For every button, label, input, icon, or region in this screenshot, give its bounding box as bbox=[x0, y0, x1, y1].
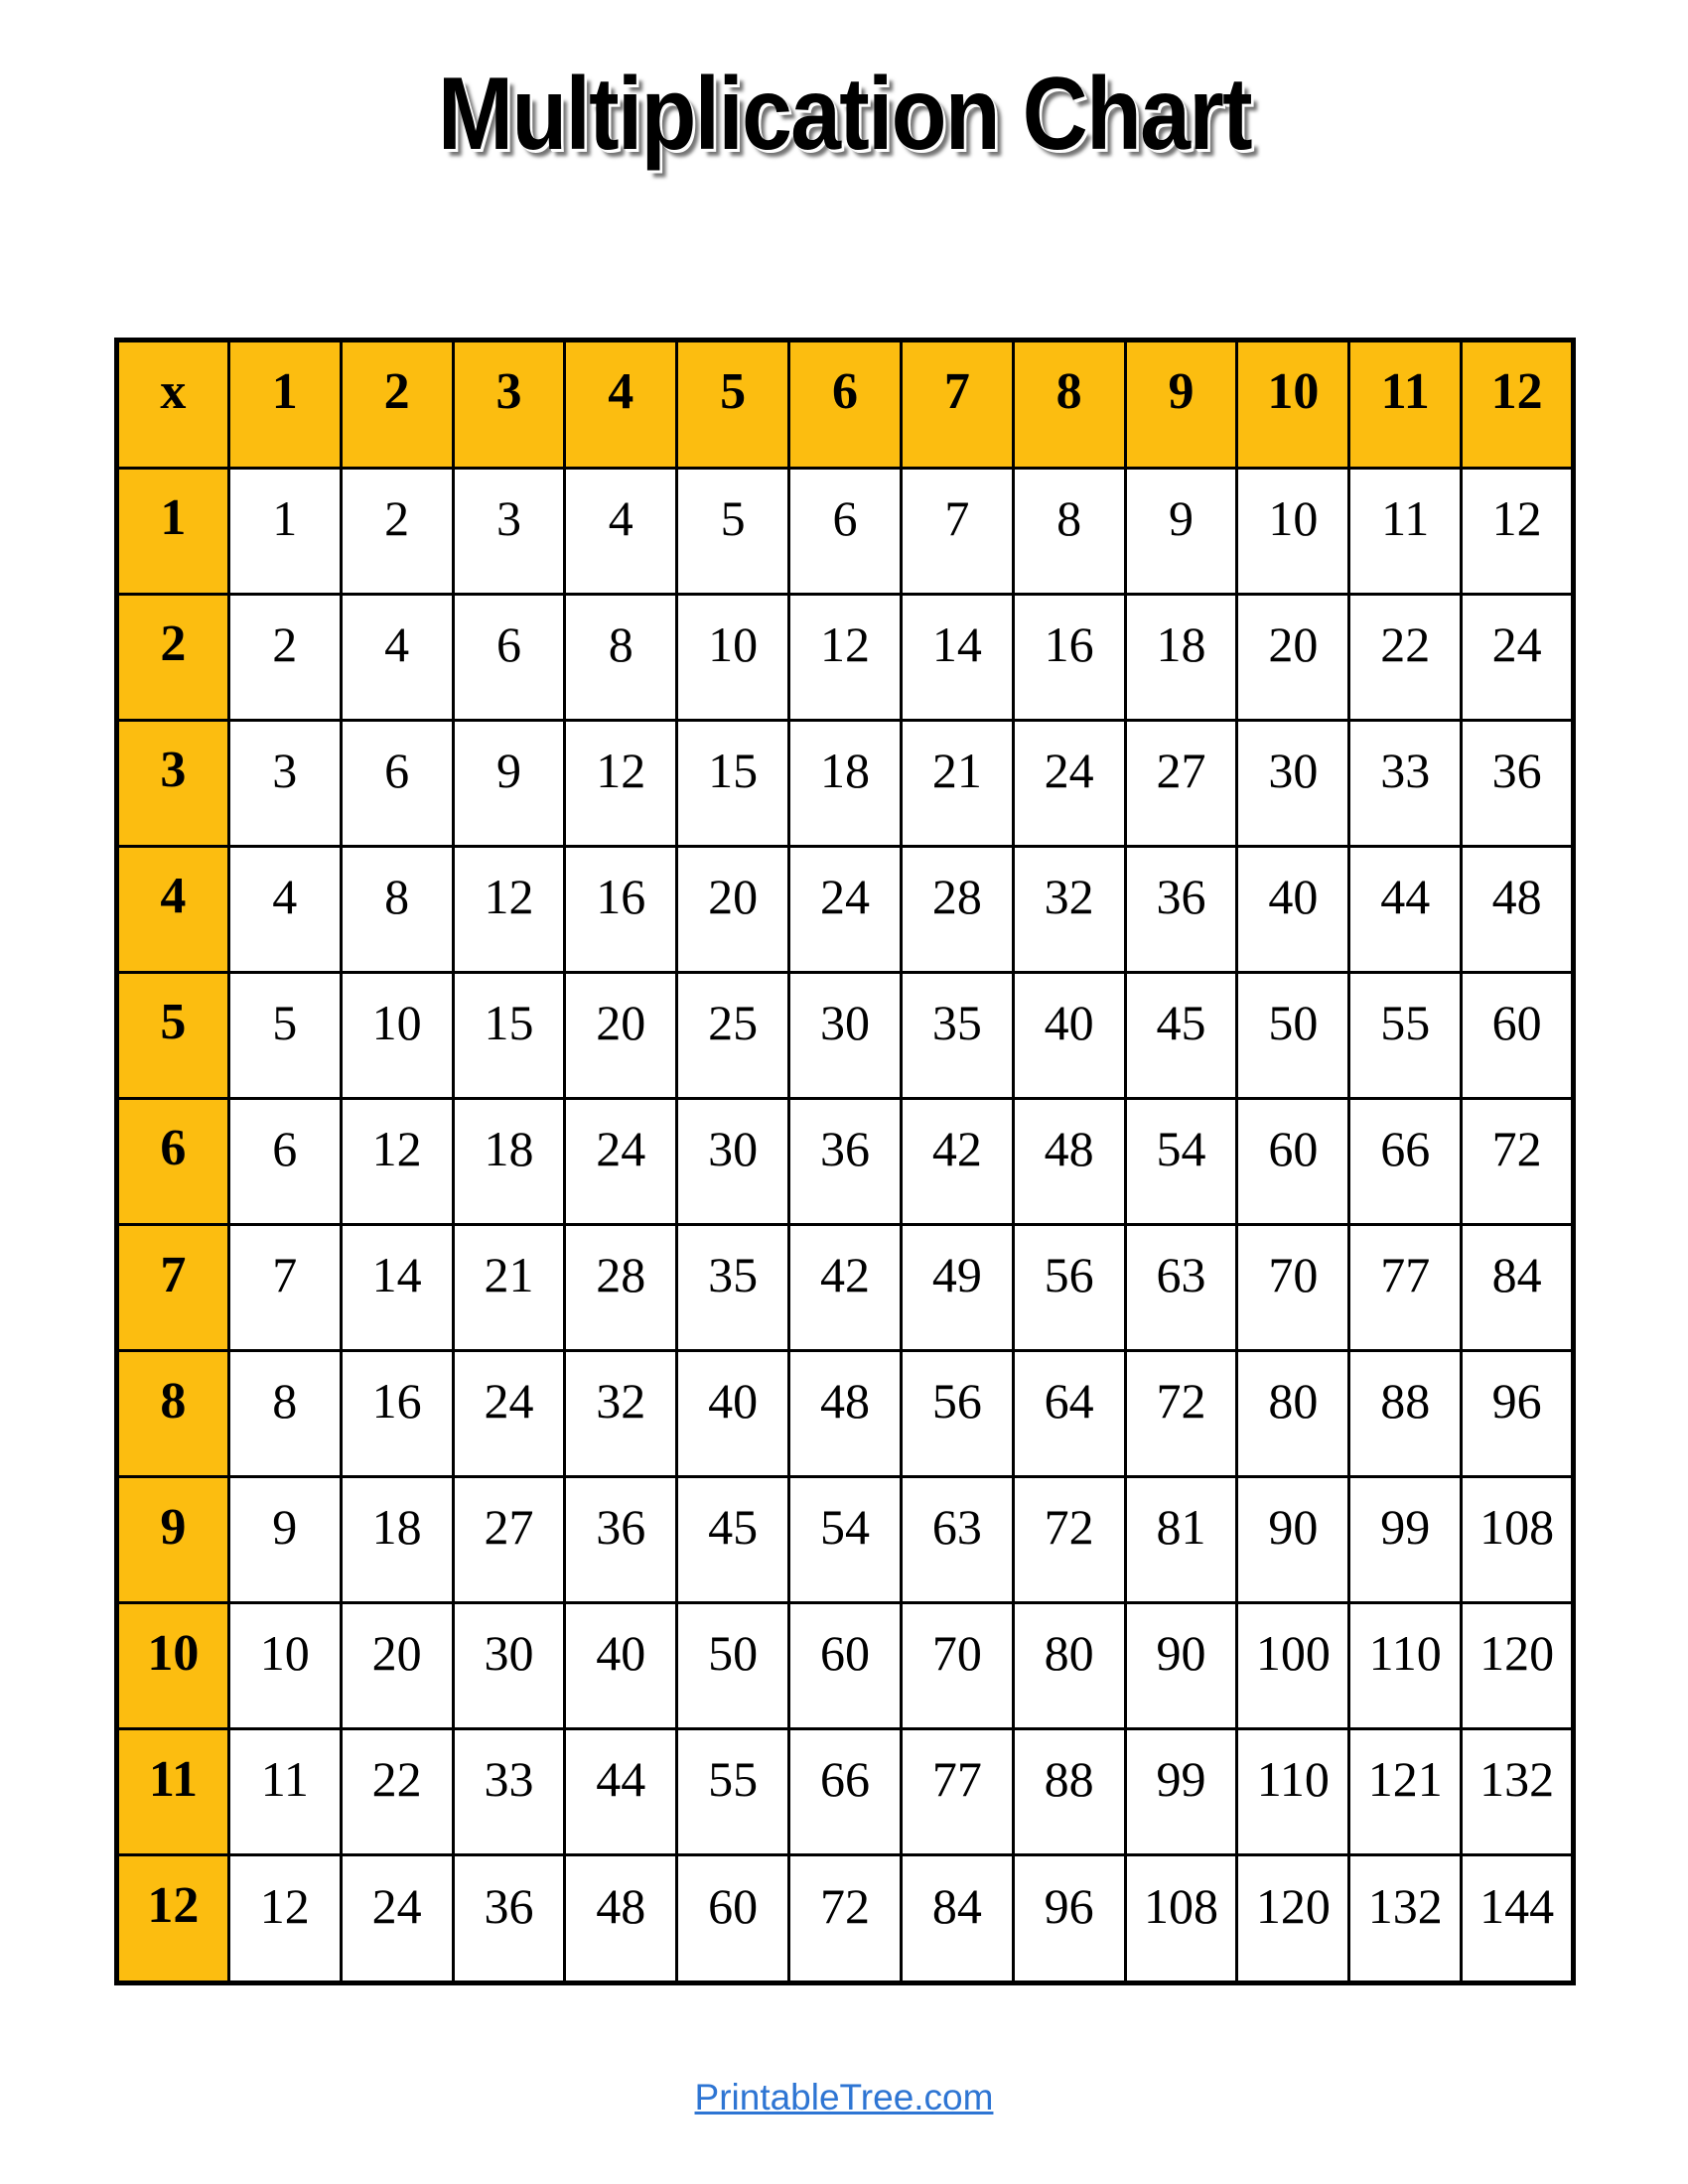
product-cell: 40 bbox=[1237, 846, 1349, 972]
table-row bbox=[117, 468, 1574, 594]
product-cell: 4 bbox=[228, 846, 341, 972]
table-row bbox=[117, 846, 1574, 972]
product-cell: 50 bbox=[1237, 972, 1349, 1098]
product-cell: 63 bbox=[1125, 1224, 1237, 1350]
footer-site-link[interactable]: PrintableTree.com bbox=[694, 2077, 994, 2117]
product-cell: 30 bbox=[677, 1098, 789, 1224]
column-header-cell: 6 bbox=[789, 341, 902, 469]
product-cell: 108 bbox=[1125, 1855, 1237, 1983]
product-cell: 11 bbox=[1349, 468, 1462, 594]
multiplication-table bbox=[114, 338, 1576, 1985]
product-cell: 20 bbox=[677, 846, 789, 972]
product-cell: 24 bbox=[453, 1351, 565, 1477]
product-cell: 132 bbox=[1349, 1855, 1462, 1983]
product-cell: 72 bbox=[789, 1855, 902, 1983]
product-cell: 6 bbox=[789, 468, 902, 594]
product-cell: 55 bbox=[677, 1729, 789, 1855]
row-header-cell: 3 bbox=[117, 720, 229, 846]
table-row bbox=[117, 1729, 1574, 1855]
column-header-cell: 9 bbox=[1125, 341, 1237, 469]
product-cell: 8 bbox=[341, 846, 453, 972]
product-cell: 96 bbox=[1013, 1855, 1125, 1983]
product-cell: 54 bbox=[1125, 1098, 1237, 1224]
product-cell: 42 bbox=[901, 1098, 1013, 1224]
table-row bbox=[117, 1855, 1574, 1983]
product-cell: 96 bbox=[1462, 1351, 1574, 1477]
product-cell: 99 bbox=[1349, 1477, 1462, 1603]
product-cell: 120 bbox=[1462, 1603, 1574, 1729]
product-cell: 36 bbox=[1462, 720, 1574, 846]
product-cell: 10 bbox=[677, 594, 789, 720]
product-cell: 4 bbox=[341, 594, 453, 720]
product-cell: 18 bbox=[341, 1477, 453, 1603]
product-cell: 35 bbox=[677, 1224, 789, 1350]
product-cell: 110 bbox=[1237, 1729, 1349, 1855]
product-cell: 48 bbox=[1462, 846, 1574, 972]
product-cell: 66 bbox=[789, 1729, 902, 1855]
footer bbox=[0, 2077, 1688, 2118]
product-cell: 48 bbox=[1013, 1098, 1125, 1224]
product-cell: 28 bbox=[901, 846, 1013, 972]
product-cell: 6 bbox=[341, 720, 453, 846]
product-cell: 14 bbox=[901, 594, 1013, 720]
product-cell: 80 bbox=[1013, 1603, 1125, 1729]
column-header-cell: 2 bbox=[341, 341, 453, 469]
product-cell: 56 bbox=[901, 1351, 1013, 1477]
product-cell: 48 bbox=[789, 1351, 902, 1477]
product-cell: 88 bbox=[1013, 1729, 1125, 1855]
product-cell: 120 bbox=[1237, 1855, 1349, 1983]
product-cell: 10 bbox=[341, 972, 453, 1098]
product-cell: 2 bbox=[228, 594, 341, 720]
product-cell: 24 bbox=[789, 846, 902, 972]
product-cell: 27 bbox=[453, 1477, 565, 1603]
product-cell: 80 bbox=[1237, 1351, 1349, 1477]
product-cell: 63 bbox=[901, 1477, 1013, 1603]
column-header-cell: 11 bbox=[1349, 341, 1462, 469]
product-cell: 60 bbox=[1237, 1098, 1349, 1224]
product-cell: 7 bbox=[901, 468, 1013, 594]
product-cell: 90 bbox=[1237, 1477, 1349, 1603]
product-cell: 42 bbox=[789, 1224, 902, 1350]
product-cell: 14 bbox=[341, 1224, 453, 1350]
product-cell: 60 bbox=[677, 1855, 789, 1983]
product-cell: 50 bbox=[677, 1603, 789, 1729]
table-header-row bbox=[117, 341, 1574, 469]
page-title: Multiplication Chart bbox=[437, 57, 1251, 172]
product-cell: 132 bbox=[1462, 1729, 1574, 1855]
product-cell: 100 bbox=[1237, 1603, 1349, 1729]
column-header-cell: 4 bbox=[565, 341, 677, 469]
product-cell: 15 bbox=[677, 720, 789, 846]
product-cell: 12 bbox=[341, 1098, 453, 1224]
row-header-cell: 10 bbox=[117, 1603, 229, 1729]
product-cell: 40 bbox=[677, 1351, 789, 1477]
product-cell: 20 bbox=[341, 1603, 453, 1729]
product-cell: 20 bbox=[1237, 594, 1349, 720]
product-cell: 28 bbox=[565, 1224, 677, 1350]
product-cell: 72 bbox=[1013, 1477, 1125, 1603]
product-cell: 12 bbox=[453, 846, 565, 972]
product-cell: 2 bbox=[341, 468, 453, 594]
row-header-cell: 12 bbox=[117, 1855, 229, 1983]
product-cell: 12 bbox=[789, 594, 902, 720]
column-header-cell: 3 bbox=[453, 341, 565, 469]
row-header-cell: 1 bbox=[117, 468, 229, 594]
product-cell: 77 bbox=[901, 1729, 1013, 1855]
product-cell: 55 bbox=[1349, 972, 1462, 1098]
product-cell: 16 bbox=[341, 1351, 453, 1477]
product-cell: 36 bbox=[565, 1477, 677, 1603]
product-cell: 11 bbox=[228, 1729, 341, 1855]
column-header-cell: 12 bbox=[1462, 341, 1574, 469]
product-cell: 60 bbox=[1462, 972, 1574, 1098]
product-cell: 56 bbox=[1013, 1224, 1125, 1350]
product-cell: 6 bbox=[228, 1098, 341, 1224]
product-cell: 36 bbox=[789, 1098, 902, 1224]
product-cell: 22 bbox=[1349, 594, 1462, 720]
table-row bbox=[117, 1098, 1574, 1224]
product-cell: 60 bbox=[789, 1603, 902, 1729]
product-cell: 64 bbox=[1013, 1351, 1125, 1477]
row-header-cell: 11 bbox=[117, 1729, 229, 1855]
product-cell: 48 bbox=[565, 1855, 677, 1983]
product-cell: 21 bbox=[453, 1224, 565, 1350]
column-header-cell: 1 bbox=[228, 341, 341, 469]
product-cell: 9 bbox=[1125, 468, 1237, 594]
title-area bbox=[0, 58, 1688, 171]
product-cell: 44 bbox=[1349, 846, 1462, 972]
product-cell: 108 bbox=[1462, 1477, 1574, 1603]
column-header-cell: 7 bbox=[901, 341, 1013, 469]
product-cell: 70 bbox=[901, 1603, 1013, 1729]
product-cell: 18 bbox=[1125, 594, 1237, 720]
product-cell: 10 bbox=[228, 1603, 341, 1729]
product-cell: 84 bbox=[1462, 1224, 1574, 1350]
product-cell: 30 bbox=[789, 972, 902, 1098]
product-cell: 40 bbox=[1013, 972, 1125, 1098]
product-cell: 40 bbox=[565, 1603, 677, 1729]
product-cell: 72 bbox=[1462, 1098, 1574, 1224]
row-header-cell: 6 bbox=[117, 1098, 229, 1224]
product-cell: 84 bbox=[901, 1855, 1013, 1983]
product-cell: 35 bbox=[901, 972, 1013, 1098]
product-cell: 45 bbox=[1125, 972, 1237, 1098]
product-cell: 25 bbox=[677, 972, 789, 1098]
row-header-cell: 8 bbox=[117, 1351, 229, 1477]
product-cell: 22 bbox=[341, 1729, 453, 1855]
product-cell: 10 bbox=[1237, 468, 1349, 594]
product-cell: 20 bbox=[565, 972, 677, 1098]
row-header-cell: 9 bbox=[117, 1477, 229, 1603]
product-cell: 1 bbox=[228, 468, 341, 594]
product-cell: 81 bbox=[1125, 1477, 1237, 1603]
product-cell: 8 bbox=[1013, 468, 1125, 594]
product-cell: 7 bbox=[228, 1224, 341, 1350]
product-cell: 45 bbox=[677, 1477, 789, 1603]
product-cell: 24 bbox=[565, 1098, 677, 1224]
table-row bbox=[117, 720, 1574, 846]
product-cell: 32 bbox=[1013, 846, 1125, 972]
corner-cell: x bbox=[117, 341, 229, 469]
product-cell: 99 bbox=[1125, 1729, 1237, 1855]
product-cell: 121 bbox=[1349, 1729, 1462, 1855]
product-cell: 36 bbox=[1125, 846, 1237, 972]
table-row bbox=[117, 1477, 1574, 1603]
row-header-cell: 2 bbox=[117, 594, 229, 720]
product-cell: 21 bbox=[901, 720, 1013, 846]
product-cell: 8 bbox=[565, 594, 677, 720]
product-cell: 90 bbox=[1125, 1603, 1237, 1729]
product-cell: 16 bbox=[1013, 594, 1125, 720]
product-cell: 70 bbox=[1237, 1224, 1349, 1350]
product-cell: 33 bbox=[1349, 720, 1462, 846]
product-cell: 9 bbox=[228, 1477, 341, 1603]
product-cell: 15 bbox=[453, 972, 565, 1098]
product-cell: 27 bbox=[1125, 720, 1237, 846]
product-cell: 12 bbox=[228, 1855, 341, 1983]
product-cell: 18 bbox=[789, 720, 902, 846]
product-cell: 5 bbox=[228, 972, 341, 1098]
table-row bbox=[117, 594, 1574, 720]
table-row bbox=[117, 1603, 1574, 1729]
table-row bbox=[117, 972, 1574, 1098]
product-cell: 18 bbox=[453, 1098, 565, 1224]
product-cell: 3 bbox=[228, 720, 341, 846]
table-row bbox=[117, 1351, 1574, 1477]
column-header-cell: 10 bbox=[1237, 341, 1349, 469]
product-cell: 5 bbox=[677, 468, 789, 594]
product-cell: 4 bbox=[565, 468, 677, 594]
table-row bbox=[117, 1224, 1574, 1350]
multiplication-table-body bbox=[117, 341, 1574, 1983]
product-cell: 8 bbox=[228, 1351, 341, 1477]
product-cell: 6 bbox=[453, 594, 565, 720]
product-cell: 36 bbox=[453, 1855, 565, 1983]
product-cell: 24 bbox=[1013, 720, 1125, 846]
product-cell: 44 bbox=[565, 1729, 677, 1855]
product-cell: 72 bbox=[1125, 1351, 1237, 1477]
product-cell: 66 bbox=[1349, 1098, 1462, 1224]
column-header-cell: 5 bbox=[677, 341, 789, 469]
product-cell: 77 bbox=[1349, 1224, 1462, 1350]
product-cell: 3 bbox=[453, 468, 565, 594]
row-header-cell: 5 bbox=[117, 972, 229, 1098]
product-cell: 33 bbox=[453, 1729, 565, 1855]
product-cell: 30 bbox=[453, 1603, 565, 1729]
product-cell: 30 bbox=[1237, 720, 1349, 846]
product-cell: 144 bbox=[1462, 1855, 1574, 1983]
product-cell: 16 bbox=[565, 846, 677, 972]
row-header-cell: 7 bbox=[117, 1224, 229, 1350]
product-cell: 24 bbox=[1462, 594, 1574, 720]
product-cell: 49 bbox=[901, 1224, 1013, 1350]
product-cell: 32 bbox=[565, 1351, 677, 1477]
column-header-cell: 8 bbox=[1013, 341, 1125, 469]
product-cell: 12 bbox=[565, 720, 677, 846]
product-cell: 54 bbox=[789, 1477, 902, 1603]
product-cell: 110 bbox=[1349, 1603, 1462, 1729]
product-cell: 12 bbox=[1462, 468, 1574, 594]
product-cell: 24 bbox=[341, 1855, 453, 1983]
product-cell: 9 bbox=[453, 720, 565, 846]
product-cell: 88 bbox=[1349, 1351, 1462, 1477]
row-header-cell: 4 bbox=[117, 846, 229, 972]
